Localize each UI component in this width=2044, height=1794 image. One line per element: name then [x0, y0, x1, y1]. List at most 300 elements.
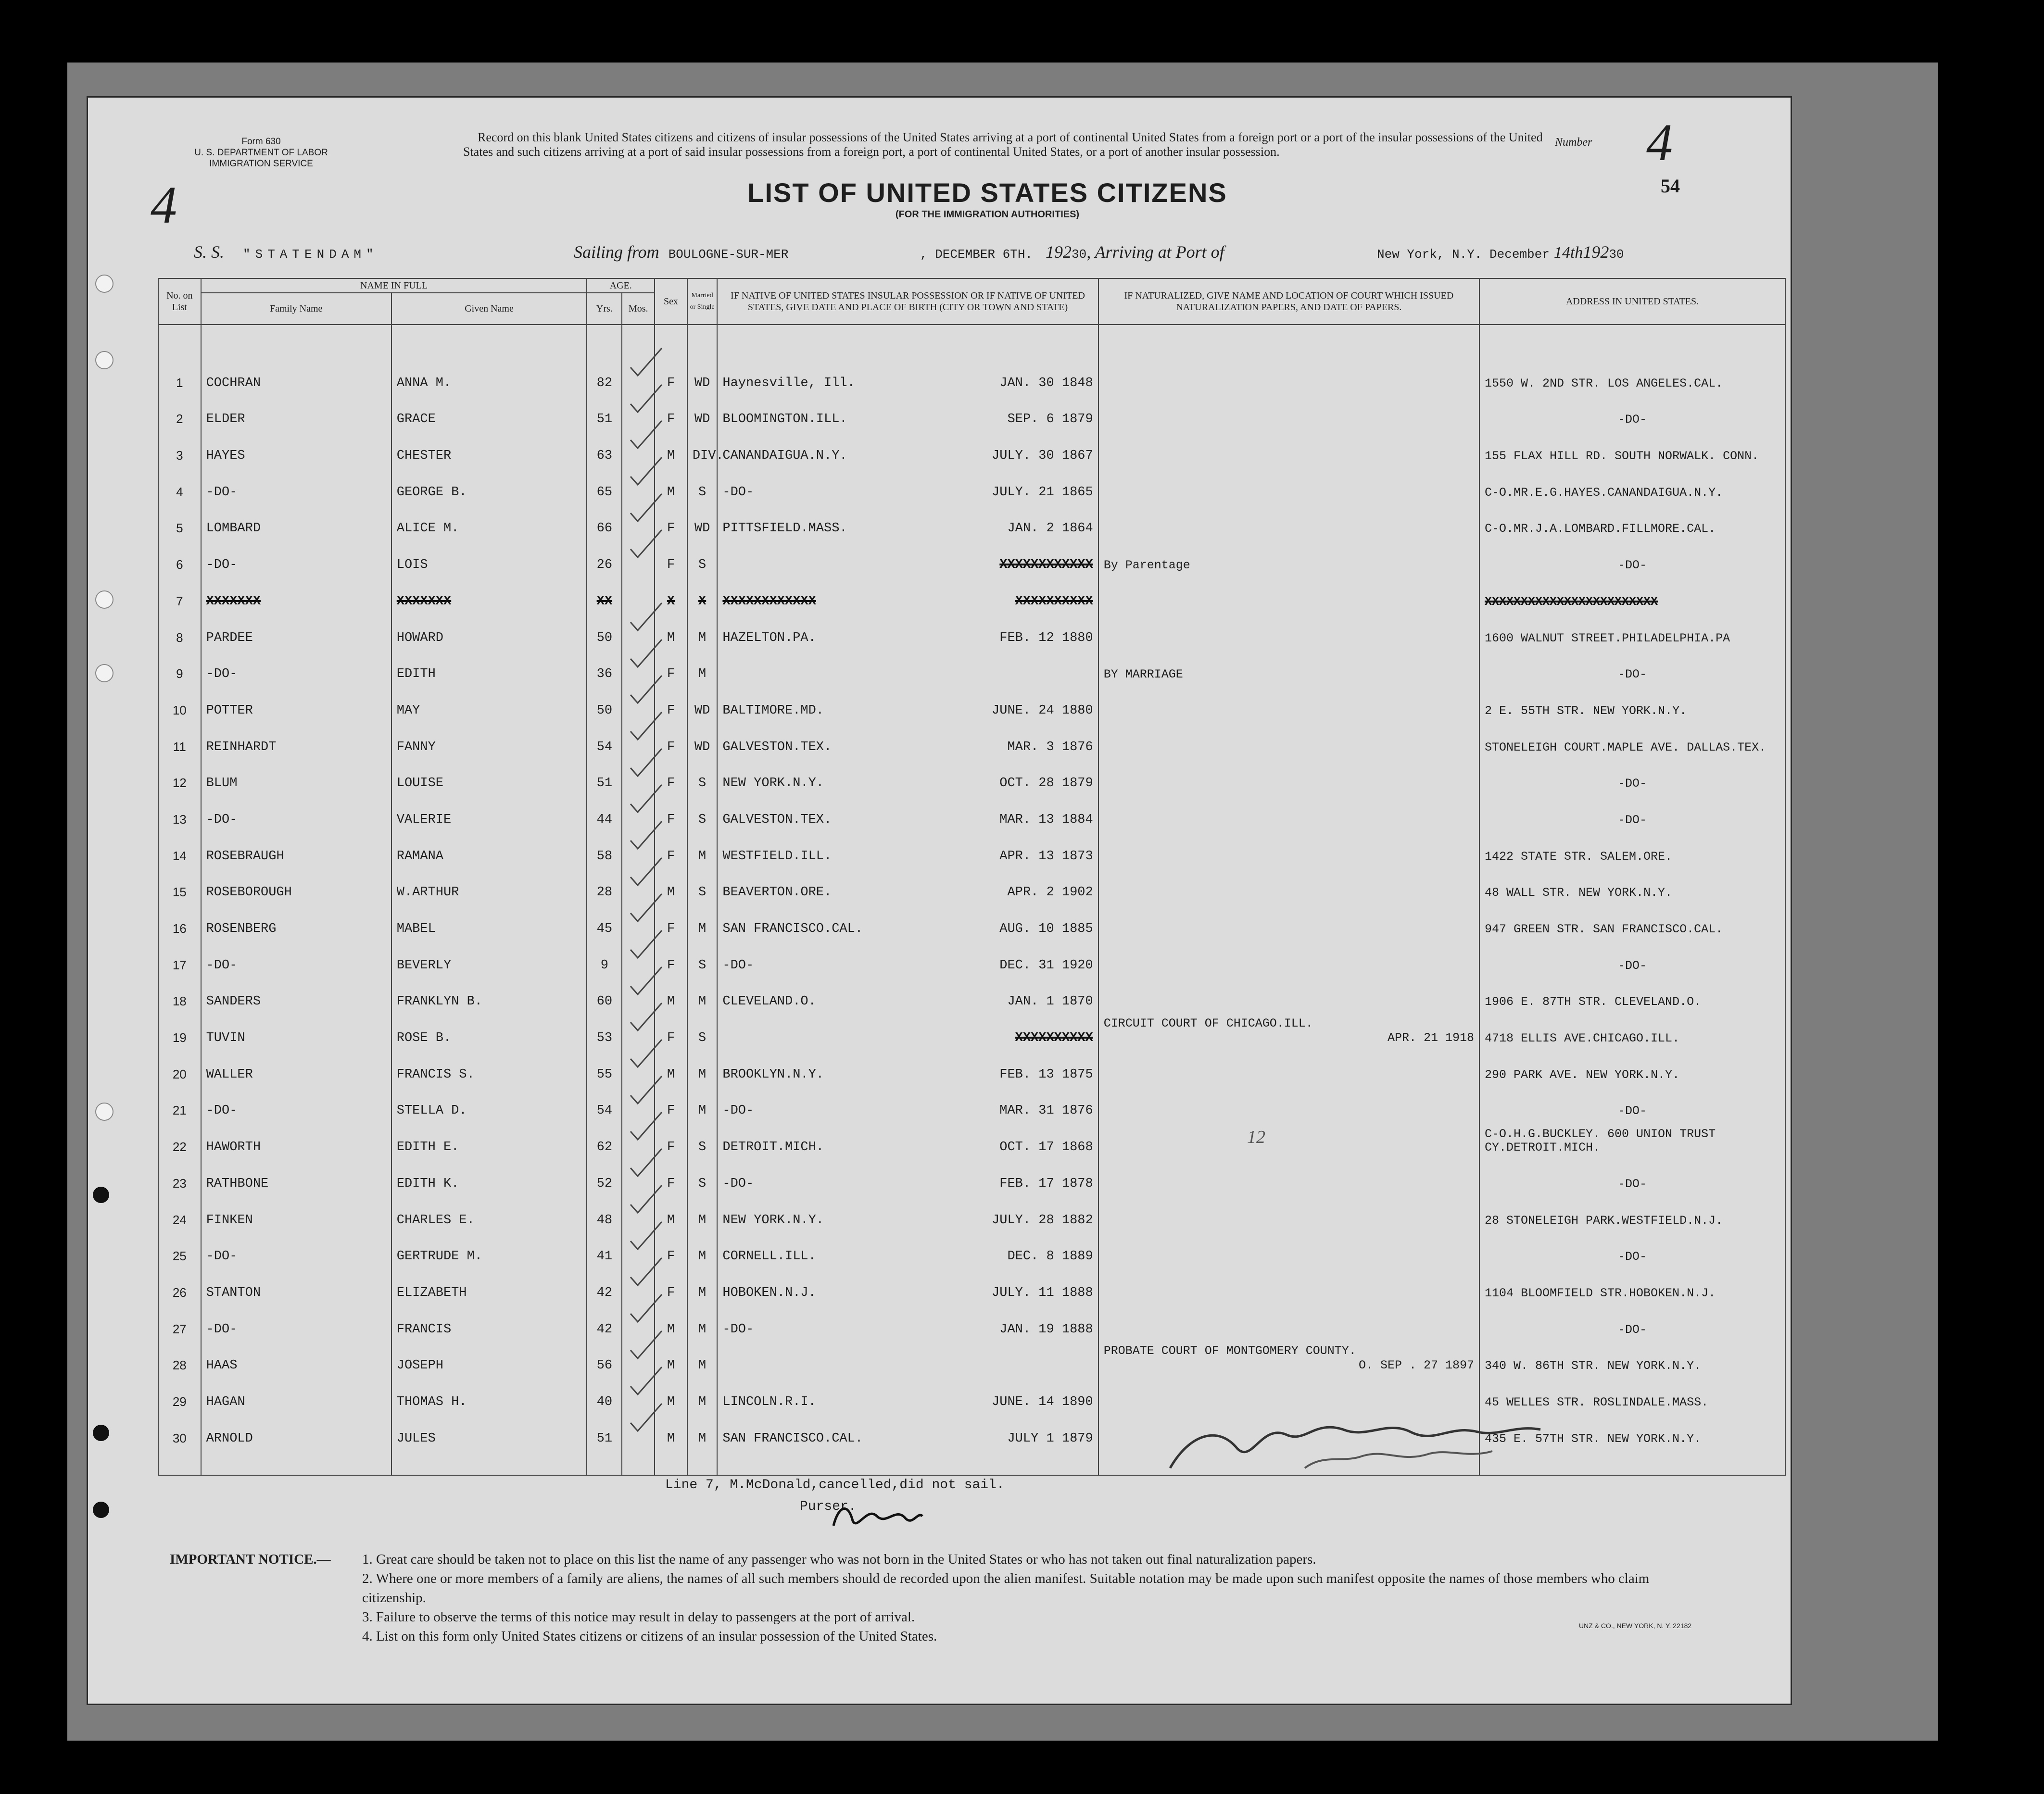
naturalization — [1098, 572, 1479, 609]
service-name: IMMIGRATION SERVICE — [209, 159, 313, 169]
check-mark-icon — [626, 418, 669, 452]
birth-date: OCT. 17 1868 — [999, 1140, 1093, 1155]
punch-hole — [93, 1502, 109, 1518]
sex: F — [655, 500, 687, 536]
blank-cell — [655, 1446, 687, 1475]
sex: F — [655, 354, 687, 390]
header-sex: Sex — [655, 278, 687, 325]
marital-status: M — [687, 1373, 718, 1409]
birth-place: CORNELL.ILL. — [722, 1249, 816, 1264]
naturalization — [1098, 1228, 1479, 1264]
marital-status: M — [687, 1300, 718, 1337]
birth-place-date — [717, 973, 1098, 1009]
given-name: CHESTER — [391, 427, 587, 463]
naturalization — [1098, 354, 1479, 390]
birth-place: Haynesville, Ill. — [722, 376, 855, 390]
check-mark-icon — [626, 527, 669, 561]
sex: F — [655, 900, 687, 936]
age-years: 51 — [587, 754, 622, 791]
family-name: -DO- — [201, 536, 391, 572]
check-mark-icon — [626, 928, 669, 962]
birth-place: BLOOMINGTON.ILL. — [722, 412, 847, 427]
birth-place: -DO- — [722, 485, 754, 500]
table-row — [158, 1228, 1785, 1264]
address: XXXXXXXXXXXXXXXXXXXXXXXX — [1479, 572, 1785, 609]
row-number: 29 — [158, 1373, 201, 1409]
marital-status: M — [687, 827, 718, 864]
given-name: JOSEPH — [391, 1337, 587, 1373]
birth-date: AUG. 10 1885 — [999, 922, 1093, 936]
inspector-signature — [1161, 1405, 1574, 1482]
given-name: GERTRUDE M. — [391, 1228, 587, 1264]
address: 1104 BLOOMFIELD STR.HOBOKEN.N.J. — [1479, 1264, 1785, 1300]
age-years: 45 — [587, 900, 622, 936]
birth-place-date — [717, 1409, 1098, 1446]
table-row — [158, 572, 1785, 609]
birth-place-date — [717, 1009, 1098, 1045]
birth-date: JAN. 2 1864 — [1007, 521, 1093, 536]
check-mark-icon — [626, 1074, 669, 1107]
purser-label: Purser. — [800, 1499, 857, 1514]
birth-date: APR. 13 1873 — [999, 849, 1093, 864]
row-number: 30 — [158, 1409, 201, 1446]
birth-place-date — [717, 754, 1098, 791]
family-name: -DO- — [201, 1228, 391, 1264]
page-number: 54 — [1661, 175, 1680, 197]
address: 48 WALL STR. NEW YORK.N.Y. — [1479, 864, 1785, 900]
age-years: 50 — [587, 681, 622, 718]
family-name: -DO- — [201, 1082, 391, 1118]
sex: F — [655, 645, 687, 682]
check-mark-icon — [626, 491, 669, 525]
address: 435 E. 57TH STR. NEW YORK.N.Y. — [1479, 1409, 1785, 1446]
naturalization — [1098, 754, 1479, 791]
given-name: THOMAS H. — [391, 1373, 587, 1409]
marital-status: X — [687, 572, 718, 609]
marital-status: M — [687, 1191, 718, 1228]
port-to: New York, N.Y. December — [1377, 247, 1550, 262]
family-name: ELDER — [201, 390, 391, 427]
table-row — [158, 390, 1785, 427]
age-years: XX — [587, 572, 622, 609]
table-row — [158, 427, 1785, 463]
age-years: 41 — [587, 1228, 622, 1264]
notice-item — [170, 1569, 1709, 1607]
table-row — [158, 754, 1785, 791]
age-years: 26 — [587, 536, 622, 572]
birth-place-date — [717, 1082, 1098, 1118]
birth-place-date — [717, 1337, 1098, 1373]
address: 1550 W. 2ND STR. LOS ANGELES.CAL. — [1479, 354, 1785, 390]
address: -DO- — [1479, 390, 1785, 427]
check-mark-icon — [626, 1037, 669, 1071]
address: -DO- — [1479, 1300, 1785, 1337]
birth-place: BROOKLYN.N.Y. — [722, 1067, 824, 1082]
row-number: 12 — [158, 754, 201, 791]
check-mark-icon — [626, 455, 669, 489]
sex: F — [655, 936, 687, 973]
table-row — [158, 500, 1785, 536]
birth-date: JUNE. 24 1880 — [992, 703, 1093, 718]
punch-hole — [95, 351, 114, 369]
sex: F — [655, 827, 687, 864]
row-number: 20 — [158, 1045, 201, 1082]
row-number: 6 — [158, 536, 201, 572]
table-row — [158, 1118, 1785, 1154]
sex: M — [655, 1409, 687, 1446]
year-prefix-2: 192 — [1583, 242, 1609, 262]
row-number: 5 — [158, 500, 201, 536]
family-name: HAAS — [201, 1337, 391, 1373]
notice-item — [170, 1550, 1709, 1569]
family-name: FINKEN — [201, 1191, 391, 1228]
family-name: -DO- — [201, 1300, 391, 1337]
age-years: 51 — [587, 390, 622, 427]
birth-date: JULY. 11 1888 — [992, 1285, 1093, 1300]
address: 28 STONELEIGH PARK.WESTFIELD.N.J. — [1479, 1191, 1785, 1228]
table-row — [158, 1009, 1785, 1045]
marital-status: S — [687, 754, 718, 791]
family-name: -DO- — [201, 790, 391, 827]
table-row — [158, 1191, 1785, 1228]
marital-status: M — [687, 900, 718, 936]
given-name: FRANCIS S. — [391, 1045, 587, 1082]
table-row — [158, 1373, 1785, 1409]
header-age: AGE. — [587, 278, 655, 293]
check-mark-icon — [626, 965, 669, 998]
birth-place-date — [717, 1154, 1098, 1191]
birth-place: -DO- — [722, 958, 754, 973]
birth-date: MAR. 31 1876 — [999, 1104, 1093, 1118]
port-from: BOULOGNE-SUR-MER — [668, 247, 789, 262]
birth-date: JAN. 19 1888 — [999, 1322, 1093, 1337]
marital-status: M — [687, 1409, 718, 1446]
family-name: HAYES — [201, 427, 391, 463]
sex: F — [655, 1264, 687, 1300]
birth-place-date — [717, 1118, 1098, 1154]
marital-status: S — [687, 1154, 718, 1191]
age-years: 54 — [587, 718, 622, 754]
naturalization — [1098, 900, 1479, 936]
family-name: -DO- — [201, 645, 391, 682]
check-mark-icon — [626, 1146, 669, 1180]
punch-hole — [95, 664, 114, 682]
age-years: 40 — [587, 1373, 622, 1409]
naturalization — [1098, 500, 1479, 536]
cancellation-note: Line 7, M.McDonald,cancelled,did not sail. — [665, 1478, 1005, 1493]
birth-place-date — [717, 645, 1098, 682]
address: -DO- — [1479, 536, 1785, 572]
check-mark-icon — [626, 1365, 669, 1398]
naturalization — [1098, 1009, 1479, 1045]
row-number: 11 — [158, 718, 201, 754]
marital-status: WD — [687, 390, 718, 427]
birth-place-date — [717, 536, 1098, 572]
punch-hole — [93, 1425, 109, 1441]
family-name: PARDEE — [201, 609, 391, 645]
row-number: 18 — [158, 973, 201, 1009]
age-years: 44 — [587, 790, 622, 827]
given-name: FRANKLYN B. — [391, 973, 587, 1009]
check-mark-icon — [626, 855, 669, 889]
table-row — [158, 1154, 1785, 1191]
manifest-sheet — [87, 96, 1792, 1705]
sex: F — [655, 681, 687, 718]
row-number: 8 — [158, 609, 201, 645]
given-name: BEVERLY — [391, 936, 587, 973]
given-name: EDITH E. — [391, 1118, 587, 1154]
important-notice — [170, 1550, 1709, 1646]
birth-place: PITTSFIELD.MASS. — [722, 521, 847, 536]
notice-text: 3. Failure to observe the terms of this notice may result in delay to passengers at the port of arrival. — [362, 1609, 915, 1625]
blank-cell — [391, 1446, 587, 1475]
address: 1422 STATE STR. SALEM.ORE. — [1479, 827, 1785, 864]
blank-cell — [587, 1446, 622, 1475]
address: -DO- — [1479, 645, 1785, 682]
marital-status: WD — [687, 718, 718, 754]
purser-signature — [829, 1497, 925, 1535]
check-mark-icon — [626, 1292, 669, 1326]
birth-date: MAR. 13 1884 — [999, 812, 1093, 827]
marital-status: DIV. — [687, 427, 718, 463]
notice-label — [170, 1627, 362, 1646]
family-name: ROSENBERG — [201, 900, 391, 936]
birth-place-date — [717, 390, 1098, 427]
family-name: HAGAN — [201, 1373, 391, 1409]
table-row — [158, 1300, 1785, 1337]
row-number: 1 — [158, 354, 201, 390]
marital-status: S — [687, 1118, 718, 1154]
naturalization — [1098, 936, 1479, 973]
age-years: 54 — [587, 1082, 622, 1118]
marital-status: M — [687, 1264, 718, 1300]
spacer-row — [158, 325, 1785, 354]
check-mark-icon — [626, 746, 669, 780]
intro-text: Record on this blank United States citizens and citizens of insular possessions of the United States arriving at a port of continental United States from a foreign port or a port of the insular possessions of the United States and such citizens arriving at a port of said insular possessions from a foreign port, a port of continental United States, or a port of another insular possession. — [463, 130, 1543, 159]
given-name: GEORGE B. — [391, 463, 587, 500]
age-years: 62 — [587, 1118, 622, 1154]
naturalization — [1098, 1300, 1479, 1337]
punch-hole — [95, 1103, 114, 1121]
age-years: 65 — [587, 463, 622, 500]
age-years: 56 — [587, 1337, 622, 1373]
naturalization — [1098, 1154, 1479, 1191]
row-number: 13 — [158, 790, 201, 827]
header-no: No. on List — [158, 278, 201, 325]
table-row — [158, 354, 1785, 390]
birth-place-date — [717, 1300, 1098, 1337]
birth-place-date — [717, 864, 1098, 900]
naturalization — [1098, 1045, 1479, 1082]
sex: F — [655, 790, 687, 827]
birth-date: XXXXXXXXXXXX — [999, 558, 1093, 573]
check-mark-icon — [626, 601, 669, 634]
table-row — [158, 718, 1785, 754]
birth-place: SAN FRANCISCO.CAL. — [722, 1431, 863, 1446]
age-years: 55 — [587, 1045, 622, 1082]
header-yrs: Yrs. — [587, 293, 622, 325]
family-name: -DO- — [201, 936, 391, 973]
given-name: JULES — [391, 1409, 587, 1446]
marital-status: S — [687, 536, 718, 572]
number-label: Number — [1555, 136, 1592, 149]
check-mark-icon — [626, 382, 669, 416]
birth-place-date — [717, 681, 1098, 718]
sex: F — [655, 718, 687, 754]
court-date: APR. 21 1918 — [1387, 1031, 1474, 1045]
family-name: ROSEBRAUGH — [201, 827, 391, 864]
naturalization — [1098, 827, 1479, 864]
address: 947 GREEN STR. SAN FRANCISCO.CAL. — [1479, 900, 1785, 936]
family-name: XXXXXXX — [201, 572, 391, 609]
address: 1600 WALNUT STREET.PHILADELPHIA.PA — [1479, 609, 1785, 645]
given-name: GRACE — [391, 390, 587, 427]
sex: M — [655, 973, 687, 1009]
sex: F — [655, 536, 687, 572]
given-name: FRANCIS — [391, 1300, 587, 1337]
birth-place-date — [717, 1045, 1098, 1082]
court-name: PROBATE COURT OF MONTGOMERY COUNTY. — [1103, 1344, 1356, 1358]
given-name: ELIZABETH — [391, 1264, 587, 1300]
given-name: STELLA D. — [391, 1082, 587, 1118]
marital-status: M — [687, 973, 718, 1009]
table-row — [158, 645, 1785, 682]
row-number: 10 — [158, 681, 201, 718]
birth-place-date — [717, 463, 1098, 500]
birth-date: JULY. 21 1865 — [992, 485, 1093, 500]
birth-date: FEB. 13 1875 — [999, 1067, 1093, 1082]
row-number: 24 — [158, 1191, 201, 1228]
birth-place: LINCOLN.R.I. — [722, 1394, 816, 1409]
birth-place: -DO- — [722, 1322, 754, 1337]
birth-place: BALTIMORE.MD. — [722, 703, 824, 718]
given-name: FANNY — [391, 718, 587, 754]
naturalization: By Parentage — [1098, 536, 1479, 572]
address: -DO- — [1479, 1082, 1785, 1118]
check-mark-icon — [626, 1183, 669, 1217]
check-mark-icon — [626, 710, 669, 743]
family-name: BLUM — [201, 754, 391, 791]
year-prefix: 192 — [1046, 242, 1072, 262]
sex: F — [655, 390, 687, 427]
marital-status: WD — [687, 500, 718, 536]
birth-date: DEC. 31 1920 — [999, 958, 1093, 973]
notice-label: IMPORTANT NOTICE.— — [170, 1552, 331, 1567]
table-row — [158, 864, 1785, 900]
marital-status: S — [687, 864, 718, 900]
punch-hole — [95, 590, 114, 609]
address: 155 FLAX HILL RD. SOUTH NORWALK. CONN. — [1479, 427, 1785, 463]
age-years: 53 — [587, 1009, 622, 1045]
marital-status: WD — [687, 681, 718, 718]
birth-place: XXXXXXXXXXXX — [722, 594, 816, 609]
birth-date: JULY 1 1879 — [1007, 1431, 1093, 1446]
ship-name: "STATENDAM" — [243, 247, 379, 262]
header-name-in-full: NAME IN FULL — [201, 278, 587, 293]
check-mark-icon — [626, 1110, 669, 1143]
passenger-rows — [158, 325, 1785, 1475]
birth-date: MAR. 3 1876 — [1007, 740, 1093, 754]
blank-cell — [201, 1446, 391, 1475]
birth-place-date — [717, 572, 1098, 609]
page-title: LIST OF UNITED STATES CITIZENS — [747, 177, 1227, 208]
form-number: Form 630 — [241, 137, 281, 147]
birth-date: JAN. 30 1848 — [999, 376, 1093, 390]
birth-place: CLEVELAND.O. — [722, 994, 816, 1009]
given-name: MAY — [391, 681, 587, 718]
check-mark-icon — [626, 673, 669, 707]
birth-place-date — [717, 609, 1098, 645]
given-name: RAMANA — [391, 827, 587, 864]
row-number: 9 — [158, 645, 201, 682]
table-row — [158, 827, 1785, 864]
birth-place-date — [717, 1191, 1098, 1228]
birth-place: BEAVERTON.ORE. — [722, 885, 832, 900]
given-name: MABEL — [391, 900, 587, 936]
given-name: XXXXXXX — [391, 572, 587, 609]
address: 4718 ELLIS AVE.CHICAGO.ILL. — [1479, 1009, 1785, 1045]
check-mark-icon — [626, 891, 669, 925]
check-mark-icon — [626, 1329, 669, 1362]
sex: M — [655, 1300, 687, 1337]
family-name: HAWORTH — [201, 1118, 391, 1154]
naturalization — [1098, 973, 1479, 1009]
age-years: 50 — [587, 609, 622, 645]
address: 2 E. 55TH STR. NEW YORK.N.Y. — [1479, 681, 1785, 718]
birth-place: WESTFIELD.ILL. — [722, 849, 832, 864]
row-number: 4 — [158, 463, 201, 500]
naturalization — [1098, 864, 1479, 900]
sailing-from — [574, 242, 788, 262]
marital-status: M — [687, 1082, 718, 1118]
table-row — [158, 1082, 1785, 1118]
number-value: 4 — [1646, 113, 1673, 172]
birth-place: DETROIT.MICH. — [722, 1140, 824, 1155]
family-name: WALLER — [201, 1045, 391, 1082]
given-name: LOIS — [391, 536, 587, 572]
address: 45 WELLES STR. ROSLINDALE.MASS. — [1479, 1373, 1785, 1409]
sex: M — [655, 609, 687, 645]
page-subtitle: (FOR THE IMMIGRATION AUTHORITIES) — [895, 209, 1080, 220]
check-mark-icon — [626, 1219, 669, 1253]
birth-date: JUNE. 14 1890 — [992, 1394, 1093, 1409]
birth-date: JULY. 30 1867 — [992, 449, 1093, 464]
row-number: 28 — [158, 1337, 201, 1373]
header-mos: Mos. — [622, 293, 655, 325]
court-name: CIRCUIT COURT OF CHICAGO.ILL. — [1103, 1016, 1313, 1031]
court-date: O. SEP . 27 1897 — [1358, 1358, 1474, 1373]
given-name: CHARLES E. — [391, 1191, 587, 1228]
age-years: 36 — [587, 645, 622, 682]
sex: M — [655, 463, 687, 500]
birth-date: XXXXXXXXXX — [1015, 594, 1093, 609]
year-value: 30 — [1072, 247, 1087, 262]
naturalization — [1098, 427, 1479, 463]
notice-text: 2. Where one or more members of a family are aliens, the names of all such members should de recorded upon the alien manifest. Suitable notation may be made upon such manifest opposite the names of those members who claim citizenship. — [362, 1571, 1650, 1606]
birth-date: JULY. 28 1882 — [992, 1213, 1093, 1228]
header-address: ADDRESS IN UNITED STATES. — [1479, 278, 1785, 325]
marital-status: S — [687, 463, 718, 500]
sex: M — [655, 1045, 687, 1082]
sailing-label: Sailing from — [574, 242, 659, 262]
passenger-table — [158, 278, 1786, 1476]
marital-status: M — [687, 645, 718, 682]
sex: F — [655, 1009, 687, 1045]
birth-place-date — [717, 1228, 1098, 1264]
row-number: 26 — [158, 1264, 201, 1300]
birth-place: GALVESTON.TEX. — [722, 812, 832, 827]
table-row — [158, 900, 1785, 936]
